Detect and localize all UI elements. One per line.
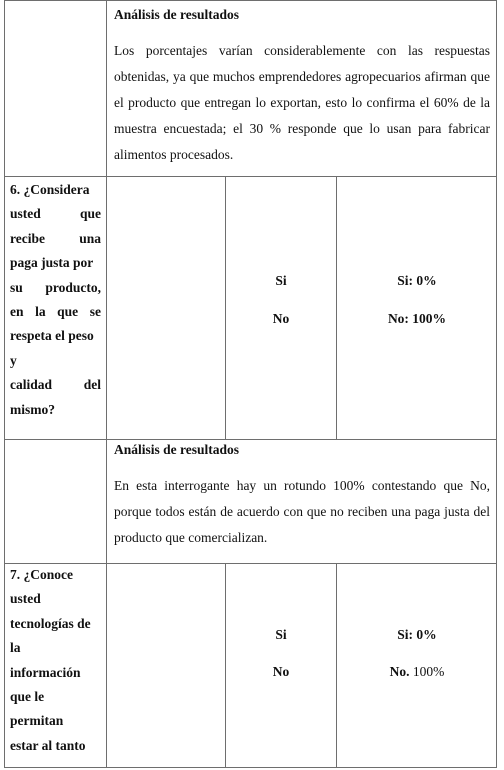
option-si: Si: [275, 627, 287, 642]
result-no-value: 100%: [412, 664, 445, 679]
column-divider: [336, 176, 337, 439]
analysis-heading: Análisis de resultados: [114, 442, 240, 457]
result-no: No: 100%: [387, 311, 447, 326]
analysis-heading: Análisis de resultados: [114, 7, 240, 22]
result-no: [337, 664, 497, 680]
analysis-paragraph: En esta interrogante hay un rotundo 100% contestando que No, porque todos están de acuerdo con que no reciben una paga justa del producto que comercializan.: [114, 478, 490, 545]
result-si: Si: 0%: [397, 627, 437, 642]
analysis-paragraph: Los porcentajes varían considerablemente con las respuestas obtenidas, ya que muchos emprendedores agropecuarios afirman que el producto que entregan lo exportan, esto lo confirma el 60% de la muestra encuestada; el 30 % responde que lo usan para fabricar alimentos procesados.: [114, 43, 490, 162]
column-divider: [225, 176, 226, 439]
column-divider: [106, 0, 107, 768]
row-divider: [4, 439, 497, 440]
option-si: Si: [275, 273, 287, 288]
row-divider: [4, 176, 497, 177]
option-no: No: [272, 664, 290, 679]
question-6: 6. ¿Considera usted que recibe una paga justa por su producto, en la que se respeta el peso y calidad del mismo?: [10, 182, 101, 417]
result-si: Si: 0%: [397, 273, 437, 288]
question-7: 7. ¿Conoce usted tecnologías de la información que le permitan estar al tanto: [10, 567, 91, 753]
result-no-label: No.: [389, 664, 410, 679]
option-no: No: [272, 311, 290, 326]
